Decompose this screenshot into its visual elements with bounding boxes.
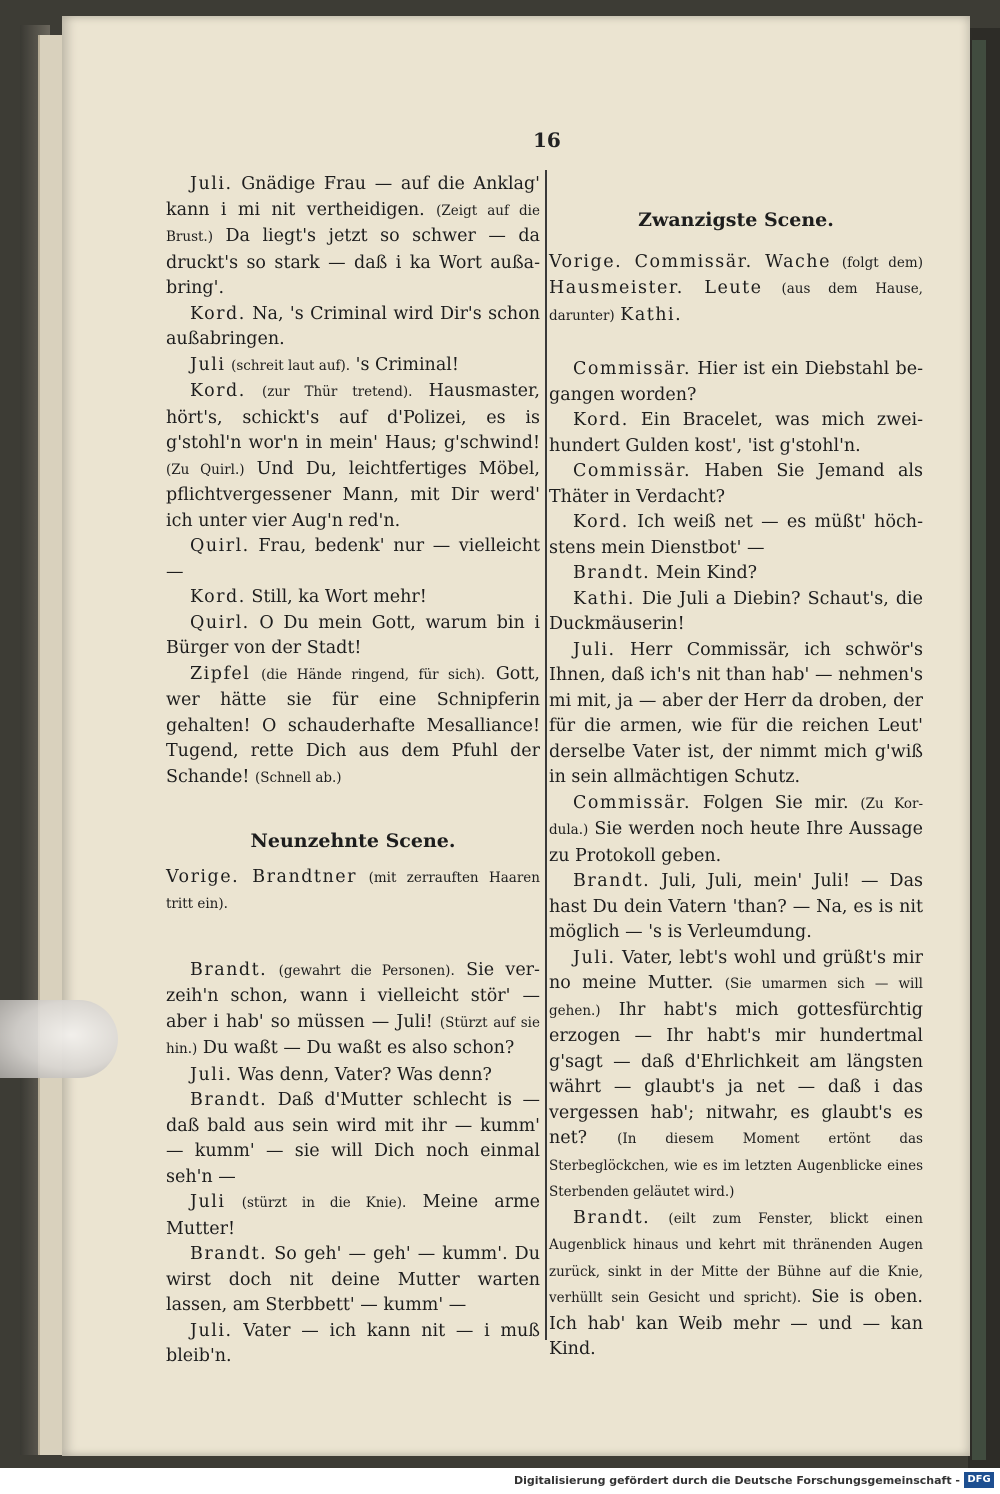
speech-juli xyxy=(549,638,923,791)
stage-direction: (die Hände ringend, für sich). xyxy=(261,666,486,683)
speaker-name: Brandt. xyxy=(190,1090,268,1110)
speech-text: Meine arme Mutter! xyxy=(166,1192,540,1239)
stage-direction: (mit zerrauften Haaren tritt ein). xyxy=(166,869,540,912)
speech-brandt xyxy=(549,869,923,946)
speech-text: Sie verzeih'n schon, wann i vielleicht stör' — aber i hab' so müssen — Juli! xyxy=(166,959,540,1032)
page-number: 16 xyxy=(533,128,561,152)
speaker-name: Kord. xyxy=(573,410,629,430)
stage-direction: (Sie umarmen sich — will gehen.) xyxy=(549,976,923,1019)
scene-cast xyxy=(166,865,540,918)
speaker-name: Juli. xyxy=(190,1064,233,1085)
speech-quirl xyxy=(166,534,540,585)
speech-text: Still, ka Wort mehr! xyxy=(251,587,427,607)
speech-text: So geh' — geh' — kumm'. Du wirst doch nit deine Mutter warten lassen, am Sterbbett' — kumm' — xyxy=(166,1244,540,1315)
speech-text: Frau, bedenk' nur — vielleicht — xyxy=(166,536,540,582)
speech-text: Sie is oben. Ich hab' kan Weib mehr — und — kan Kind. xyxy=(549,1287,923,1359)
stage-direction: (schreit laut auf). xyxy=(231,357,351,374)
stage-direction: (zur Thür tretend). xyxy=(262,384,413,400)
speaker-name: Kathi. xyxy=(573,588,635,609)
speech-text: Da liegt's jetzt so schwer — da druckt's so stark — daß i ka Wort außabring'. xyxy=(166,226,540,298)
speaker-name: Juli. xyxy=(190,1320,233,1341)
speech-text: Die Juli a Diebin? Schaut's, die Duckmäuserin! xyxy=(549,588,923,634)
speech-commissaer xyxy=(549,791,923,870)
speaker-name: Brandt. xyxy=(573,1207,651,1228)
speech-kathi xyxy=(549,587,923,638)
speech-commissaer xyxy=(549,459,923,510)
stage-direction: (Zu Kordula.) xyxy=(549,795,923,838)
speech-text: Ein Bracelet, was mich zweihundert Gulden kost', 'ist g'stohl'n. xyxy=(549,410,923,456)
speaker-name: Kord. xyxy=(190,381,246,401)
speech-text: O Du mein Gott, warum bin i Bürger von der Stadt! xyxy=(166,612,540,658)
speech-text: Gnädige Frau — auf die Anklag' kann i mi nit vertheidigen. xyxy=(166,174,540,220)
stage-direction: (Zu Quirl.) xyxy=(166,461,245,478)
speaker-name: Kord. xyxy=(190,303,246,324)
speech-text: Gott, wer hätte sie für eine Schnipferin gehalten! O schauderhafte Mesalliance! Tugend, rette Dich aus dem Pfuhl der Schande! xyxy=(166,663,540,787)
speech-text: Und Du, leichtfertiges Möbel, pflichtvergessener Mann, mit Dir werd' ich unter vier Aug'n red'n. xyxy=(166,458,540,531)
cast-text: Vorige. Brandtner xyxy=(166,866,357,887)
speaker-name: Kord. xyxy=(190,587,246,607)
speaker-name: Juli xyxy=(190,354,226,375)
speaker-name: Brandt. xyxy=(573,563,651,583)
speech-text: Na, 's Criminal wird Dir's schon außabringen. xyxy=(166,303,540,349)
cast-text: Hausmeister. Leute xyxy=(549,278,763,298)
speech-zipfel xyxy=(166,662,540,792)
spacer xyxy=(166,791,540,829)
speaker-name: Commissär. xyxy=(573,792,692,813)
speech-text: Daß d'Mutter schlecht is — daß bald aus sein wird mit ihr — kumm' — kumm' — sie will Dich noch einmal seh'n — xyxy=(166,1090,540,1187)
speech-text: Hier ist ein Diebstahl begangen worden? xyxy=(549,359,923,405)
speech-juli xyxy=(166,353,540,380)
left-column xyxy=(166,172,540,1370)
speech-kord xyxy=(166,379,540,534)
speech-text: Sie werden noch heute Ihre Aussage zu Protokoll geben. xyxy=(549,819,923,866)
right-column xyxy=(549,172,923,1363)
speech-text: Ich weiß net — es müßt' höchstens mein Dienstbot' — xyxy=(549,512,923,558)
scene-title: Neunzehnte Scene. xyxy=(250,830,456,852)
stage-direction: (aus dem Hause, darunter) xyxy=(549,281,923,324)
stage-direction: (Schnell ab.) xyxy=(254,769,342,786)
column-divider xyxy=(545,170,547,1340)
speaker-name: Juli. xyxy=(573,639,616,660)
speech-juli xyxy=(166,1063,540,1089)
speech-text: Juli, Juli, mein' Juli! — Das hast Du dein Vatern 'than? — Na, es is nit möglich — 's is Verleumdung. xyxy=(549,871,923,942)
dfg-logo: DFG xyxy=(964,1472,994,1488)
spacer xyxy=(166,918,540,958)
speaker-name: Brandt. xyxy=(190,1244,268,1264)
speech-text: Folgen Sie mir. xyxy=(702,792,849,813)
cast-text: Kathi. xyxy=(620,304,683,325)
stage-direction: (In diesem Moment ertönt das Sterbeglöckchen, wie es im letzten Augenblicke eines Sterbenden geläutet wird.) xyxy=(549,1131,923,1200)
spacer xyxy=(166,855,540,865)
speech-kord xyxy=(166,585,540,611)
stage-direction: (gewahrt die Personen). xyxy=(278,962,455,979)
speaker-name: Juli xyxy=(190,1192,226,1212)
speech-brandt xyxy=(166,958,540,1063)
speech-brandt xyxy=(549,1206,923,1363)
speech-brandt xyxy=(549,561,923,587)
speech-text: Hausmaster, hört's, schickt's auf d'Polizei, es is g'stohl'n wor'n in mein' Haus; g'schwind! xyxy=(166,381,540,453)
speech-juli xyxy=(549,946,923,1206)
spacer xyxy=(549,172,923,208)
speech-commissaer xyxy=(549,357,923,408)
speech-kord xyxy=(549,510,923,561)
speech-text: Du waßt — Du waßt es also schon? xyxy=(202,1038,515,1058)
speech-text: Ihr habt's mich gottesfürchtig erzogen — Ihr habt's mir hundertmal g'sagt — daß d'Ehrlichkeit am längsten währt — glaubt's ja net — daß i das vergessen hab'; nitwahr, es glaubt's es net? xyxy=(549,999,923,1148)
stage-direction: (Stürzt auf sie hin.) xyxy=(166,1014,540,1057)
speech-brandt xyxy=(166,1242,540,1319)
speaker-name: Commissär. xyxy=(573,359,692,379)
speech-text: Was denn, Vater? Was denn? xyxy=(238,1064,492,1085)
speaker-name: Brandt. xyxy=(190,959,268,980)
speaker-name: Quirl. xyxy=(190,536,250,556)
speech-quirl xyxy=(166,611,540,662)
stage-direction: (Zeigt auf die Brust.) xyxy=(166,202,540,245)
speech-juli xyxy=(166,1190,540,1242)
stage-direction: (folgt dem) xyxy=(841,254,923,271)
cast-text: Vorige. Commissär. Wache xyxy=(549,251,831,272)
speaker-name: Brandt. xyxy=(573,871,651,891)
speaker-name: Juli. xyxy=(573,947,616,968)
spacer xyxy=(549,329,923,357)
speaker-name: Kord. xyxy=(573,512,629,532)
speech-text: 's Criminal! xyxy=(355,354,459,375)
stage-direction: (eilt zum Fenster, blickt einen Augenblick hinaus und kehrt mit thränenden Augen zurück, sinkt in der Mitte der Bühne auf die Knie, verhüllt sein Gesicht und spricht). xyxy=(549,1210,923,1306)
scene-cast xyxy=(549,250,923,330)
spacer xyxy=(549,234,923,250)
speech-text: Vater — ich kann nit — i muß bleib'n. xyxy=(166,1320,540,1366)
book-cover-edge xyxy=(972,40,986,1460)
speech-text: Haben Sie Jemand als Thäter in Verdacht? xyxy=(549,461,923,507)
speech-brandt xyxy=(166,1088,540,1190)
speech-text: Mein Kind? xyxy=(655,563,758,583)
speech-kord xyxy=(549,408,923,459)
speaker-name: Juli. xyxy=(190,174,233,194)
speaker-name: Commissär. xyxy=(573,461,692,481)
speech-text: Vater, lebt's wohl und grüßt's mir no meine Mutter. xyxy=(549,947,923,993)
speech-juli xyxy=(166,172,540,302)
speaker-name: Quirl. xyxy=(190,612,250,633)
speaker-name: Zipfel xyxy=(190,663,251,684)
speech-juli xyxy=(166,1319,540,1370)
digitization-credit: Digitalisierung gefördert durch die Deutsche Forschungsgemeinschaft - xyxy=(513,1474,960,1487)
scene-title: Zwanzigste Scene. xyxy=(638,209,834,231)
scanner-finger xyxy=(0,1000,118,1078)
speech-text: Herr Commissär, ich schwör's Ihnen, daß ich's nit than hab' — nehmen's mi mit, ja — aber der Herr da droben, der für die armen, wie für die reichen Leut' derselbe Vater ist, der nimmt mich g'wiß in sein allmächtigen Schutz. xyxy=(549,639,923,787)
speech-kord xyxy=(166,302,540,353)
stage-direction: (stürzt in die Knie). xyxy=(241,1195,407,1211)
